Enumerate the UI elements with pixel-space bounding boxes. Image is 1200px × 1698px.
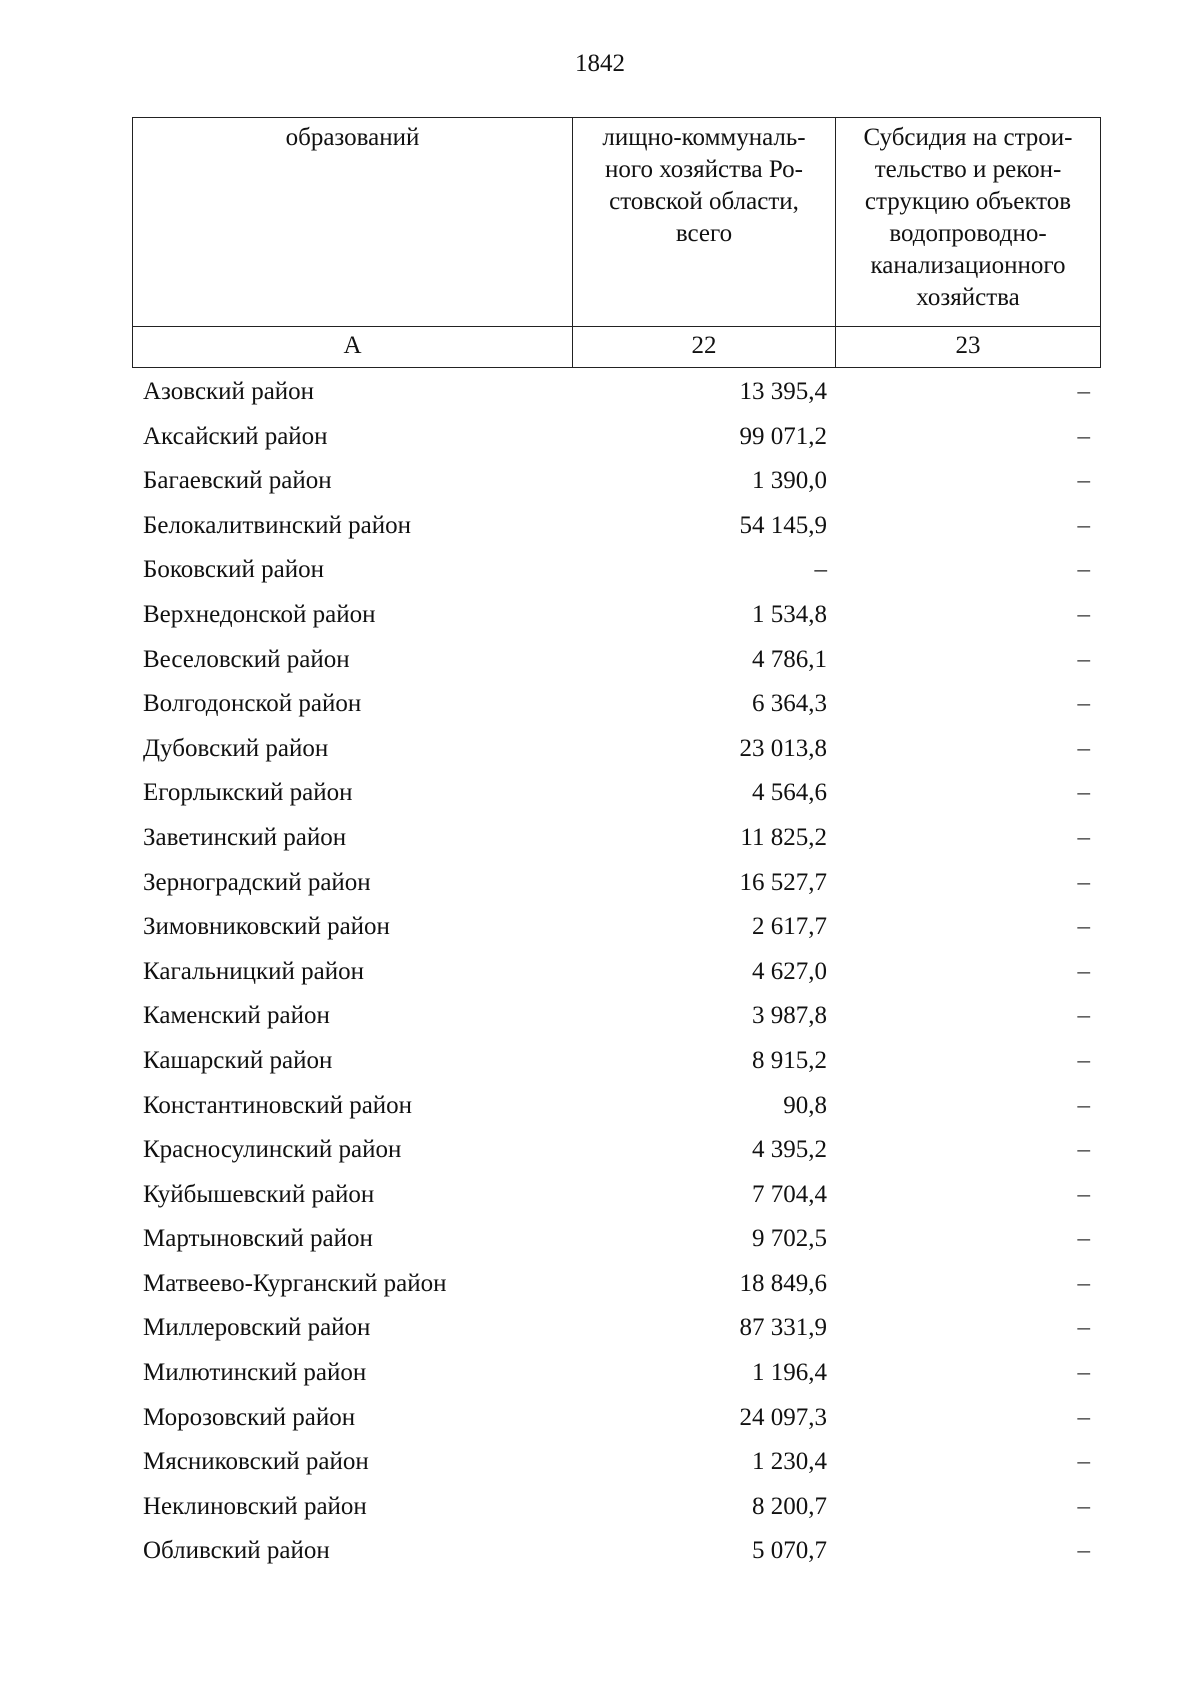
value-col-22: 3 987,8 [752, 1002, 827, 1030]
district-name: Веселовский район [143, 645, 350, 673]
table-body [132, 370, 1100, 1574]
table-row [132, 638, 1100, 683]
value-col-22: 24 097,3 [739, 1403, 827, 1431]
district-name: Мясниковский район [143, 1448, 369, 1476]
district-name: Красносулинский район [143, 1136, 402, 1164]
district-name: Заветинский район [143, 823, 347, 851]
value-col-22: 4 627,0 [752, 957, 827, 985]
district-name: Багаевский район [143, 467, 332, 495]
value-col-22: 11 825,2 [740, 823, 827, 851]
table-row [132, 950, 1100, 995]
table-row [132, 727, 1100, 772]
value-col-22: 90,8 [783, 1091, 827, 1119]
value-col-23: – [1077, 868, 1090, 896]
district-name: Дубовский район [143, 734, 329, 762]
table-row [132, 1084, 1100, 1129]
district-name: Обливский район [143, 1537, 330, 1565]
table-row [132, 1128, 1100, 1173]
district-name: Верхнедонской район [143, 600, 376, 628]
value-col-23: – [1077, 1492, 1090, 1520]
value-col-23: – [1077, 1136, 1090, 1164]
district-name: Неклиновский район [143, 1492, 367, 1520]
table-row [132, 816, 1100, 861]
value-col-22: 7 704,4 [752, 1180, 827, 1208]
value-col-23: – [1077, 1359, 1090, 1387]
table-row [132, 1529, 1100, 1574]
header-col-a: образований [133, 118, 573, 327]
value-col-23: – [1077, 1225, 1090, 1253]
district-name: Кагальницкий район [143, 957, 365, 985]
value-col-23: – [1077, 1091, 1090, 1119]
header-col-23: Субсидия на строи-тельство и рекон-струкцию объектов водопроводно-канализационного хозяйства [836, 118, 1101, 327]
value-col-22: 16 527,7 [739, 868, 827, 896]
table-row [132, 459, 1100, 504]
value-col-22: 9 702,5 [752, 1225, 827, 1253]
table-row [132, 905, 1100, 950]
district-name: Белокалитвинский район [143, 511, 411, 539]
table-row [132, 1262, 1100, 1307]
table-header [132, 117, 1101, 368]
value-col-23: – [1077, 1403, 1090, 1431]
table-row [132, 1173, 1100, 1218]
value-col-23: – [1077, 1537, 1090, 1565]
value-col-23: – [1077, 378, 1090, 405]
value-col-22: 8 200,7 [752, 1492, 827, 1520]
value-col-22: 2 617,7 [752, 913, 827, 941]
value-col-23: – [1077, 422, 1090, 450]
table-row [132, 370, 1100, 415]
district-name: Каменский район [143, 1002, 330, 1030]
value-col-22: 5 070,7 [752, 1537, 827, 1565]
district-name: Азовский район [143, 378, 315, 405]
value-col-23: – [1077, 779, 1090, 807]
value-col-23: – [1077, 823, 1090, 851]
district-name: Матвеево-Курганский район [143, 1269, 447, 1297]
table-row [132, 1039, 1100, 1084]
header-row [133, 118, 1101, 327]
value-col-22: 23 013,8 [739, 734, 827, 762]
value-col-23: – [1077, 734, 1090, 762]
table-row [132, 771, 1100, 816]
value-col-22: 4 786,1 [752, 645, 827, 673]
value-col-23: – [1077, 690, 1090, 718]
district-name: Милютинский район [143, 1359, 367, 1387]
value-col-22: 4 564,6 [752, 779, 827, 807]
value-col-23: – [1077, 1002, 1090, 1030]
value-col-23: – [1077, 913, 1090, 941]
value-col-22: – [814, 556, 827, 584]
value-col-22: 87 331,9 [739, 1314, 827, 1342]
value-col-23: – [1077, 1046, 1090, 1074]
value-col-23: – [1077, 1269, 1090, 1297]
value-col-23: – [1077, 1448, 1090, 1476]
value-col-23: – [1077, 1180, 1090, 1208]
value-col-23: – [1077, 600, 1090, 628]
table-row [132, 994, 1100, 1039]
value-col-23: – [1077, 467, 1090, 495]
header-col-22: лищно-коммуналь-ного хозяйства Ро-стовской области, всего [573, 118, 836, 327]
table-row [132, 593, 1100, 638]
district-name: Миллеровский район [143, 1314, 371, 1342]
district-name: Зимовниковский район [143, 913, 390, 941]
value-col-23: – [1077, 957, 1090, 985]
value-col-23: – [1077, 511, 1090, 539]
table-row [132, 504, 1100, 549]
column-number-a: А [133, 327, 573, 368]
value-col-22: 1 390,0 [752, 467, 827, 495]
table-row [132, 1396, 1100, 1441]
district-name: Егорлыкский район [143, 779, 353, 807]
district-name: Куйбышевский район [143, 1180, 375, 1208]
table-row [132, 1306, 1100, 1351]
district-name: Кашарский район [143, 1046, 333, 1074]
value-col-22: 6 364,3 [752, 690, 827, 718]
table-row [132, 415, 1100, 460]
value-col-22: 13 395,4 [739, 378, 827, 405]
district-name: Константиновский район [143, 1091, 413, 1119]
value-col-22: 99 071,2 [739, 422, 827, 450]
value-col-22: 54 145,9 [739, 511, 827, 539]
table-row [132, 548, 1100, 593]
column-number-row [133, 327, 1101, 368]
district-name: Зерноградский район [143, 868, 371, 896]
table-row [132, 682, 1100, 727]
value-col-23: – [1077, 645, 1090, 673]
value-col-22: 4 395,2 [752, 1136, 827, 1164]
value-col-23: – [1077, 1314, 1090, 1342]
value-col-23: – [1077, 556, 1090, 584]
table-row [132, 861, 1100, 906]
column-number-22: 22 [573, 327, 836, 368]
district-name: Аксайский район [143, 422, 328, 450]
district-name: Мартыновский район [143, 1225, 373, 1253]
district-name: Морозовский район [143, 1403, 356, 1431]
page-number: 1842 [575, 50, 625, 77]
table-row [132, 1217, 1100, 1262]
column-number-23: 23 [836, 327, 1101, 368]
table-row [132, 1440, 1100, 1485]
table-row [132, 1351, 1100, 1396]
value-col-22: 18 849,6 [739, 1269, 827, 1297]
district-name: Волгодонской район [143, 690, 362, 718]
value-col-22: 8 915,2 [752, 1046, 827, 1074]
value-col-22: 1 196,4 [752, 1359, 827, 1387]
table-row [132, 1485, 1100, 1530]
value-col-22: 1 534,8 [752, 600, 827, 628]
value-col-22: 1 230,4 [752, 1448, 827, 1476]
district-name: Боковский район [143, 556, 324, 584]
